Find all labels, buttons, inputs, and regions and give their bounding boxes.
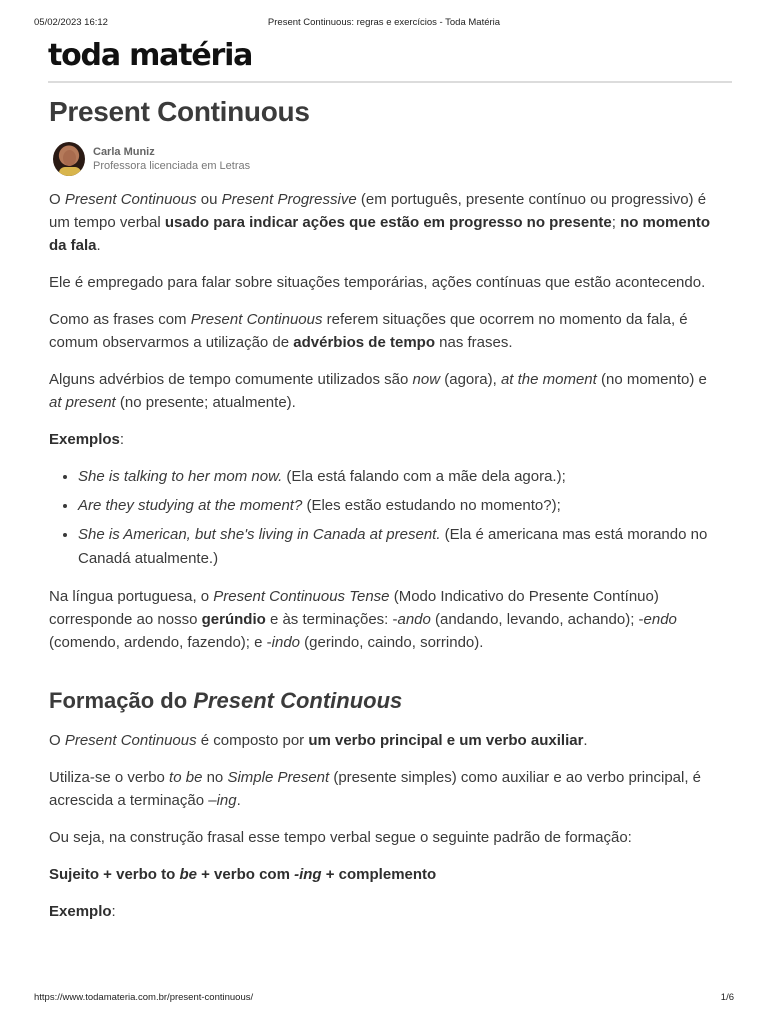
adverbs-list-paragraph: Alguns advérbios de tempo comumente utilizados são now (agora), at the moment (no momento) e at present (no presente; atualmente). <box>49 371 707 411</box>
print-header <box>34 17 734 31</box>
avatar-shirt <box>59 167 81 176</box>
examples-label: Exemplos: <box>49 431 125 448</box>
intro-paragraph: O Present Continuous ou Present Progressive (em português, presente contínuo ou progressivo) é um tempo verbal usado para indicar ações que estão em progresso no presente; no momento da fala. <box>49 191 711 254</box>
page-number: 1/6 <box>720 992 734 1003</box>
list-item: • She is talking to her mom now. (Ela está falando com a mãe dela agora.); <box>78 465 721 489</box>
list-item: • She is American, but she's living in Canada at present. (Ela é americana mas está morando no Canadá atualmente.) <box>78 523 721 571</box>
pattern-intro-paragraph: Ou seja, na construção frasal esse tempo verbal segue o seguinte padrão de formação: <box>49 829 632 846</box>
portuguese-comparison-paragraph: Na língua portuguesa, o Present Continuous Tense (Modo Indicativo do Presente Contínuo) corresponde ao nosso gerúndio e às terminações: -ando (andando, levando, achando); -endo (comendo, ardendo, fazendo); e -indo (gerindo, caindo, sorrindo). <box>49 588 677 651</box>
usage-paragraph: Ele é empregado para falar sobre situações temporárias, ações contínuas que estão acontecendo. <box>49 274 706 291</box>
author-role: Professora licenciada em Letras <box>93 160 251 172</box>
examples-list <box>49 465 721 571</box>
article <box>49 96 721 937</box>
page-url[interactable]: https://www.todamateria.com.br/present-continuous/ <box>34 992 254 1003</box>
print-date: 05/02/2023 16:12 <box>34 17 108 28</box>
print-footer <box>34 992 734 1004</box>
example-label: Exemplo: <box>49 903 116 920</box>
list-item: • Are they studying at the moment? (Eles estão estudando no momento?); <box>78 494 721 518</box>
author-name[interactable]: Carla Muniz <box>93 146 155 158</box>
formula: Sujeito + verbo to be + verbo com -ing + complemento <box>49 866 437 883</box>
header-divider <box>48 81 732 83</box>
adverbs-intro-paragraph: Como as frases com Present Continuous referem situações que ocorrem no momento da fala, é comum observarmos a utilização de advérbios de tempo nas frases. <box>49 311 688 351</box>
composition-paragraph: O Present Continuous é composto por um verbo principal e um verbo auxiliar. <box>49 732 588 749</box>
print-document-title: Present Continuous: regras e exercícios - Toda Matéria <box>267 17 501 28</box>
page-title: Present Continuous <box>49 96 310 127</box>
site-logo[interactable]: toda matéria <box>48 38 253 73</box>
author-block <box>49 142 721 182</box>
author-avatar <box>53 142 85 176</box>
section-title-formacao: Formação do Present Continuous <box>49 688 403 713</box>
avatar-face <box>63 150 76 166</box>
to-be-paragraph: Utiliza-se o verbo to be no Simple Present (presente simples) como auxiliar e ao verbo principal, é acrescida a terminação –ing. <box>49 769 702 809</box>
